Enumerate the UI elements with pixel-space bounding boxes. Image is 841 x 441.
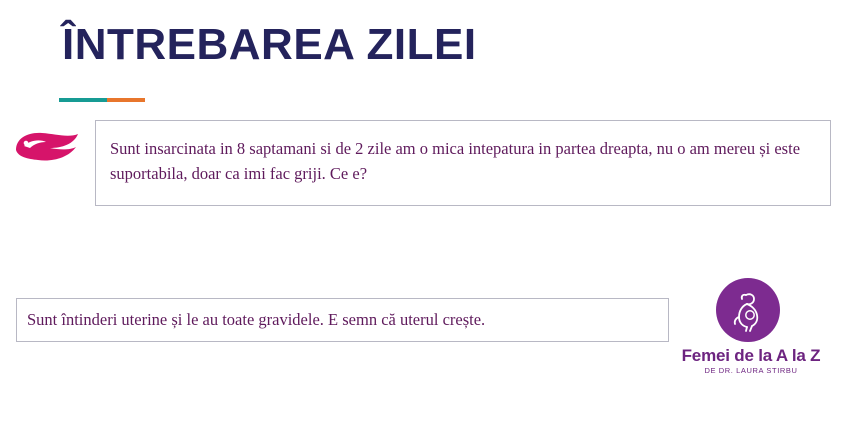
question-textbox [95, 120, 831, 206]
page-title: ÎNTREBAREA ZILEI [62, 20, 477, 69]
brand-subtitle: DE DR. LAURA STIRBU [704, 366, 798, 375]
answer-text: Sunt întinderi uterine și le au toate gravidele. E semn că uterul crește. [27, 310, 486, 329]
brand-name: Femei de la A la Z [681, 346, 821, 365]
question-text: Sunt insarcinata in 8 saptamani si de 2 zile am o mica intepatura in partea dreapta, nu o am mereu și este suportabila, doar ca imi fac griji. Ce e? [110, 139, 801, 183]
answer-textbox [16, 298, 669, 342]
pink-swoosh-icon [12, 130, 82, 172]
woman-pregnant-logo-icon [716, 278, 780, 342]
accent-rule-teal [59, 98, 107, 102]
brand-logo [663, 278, 839, 388]
accent-rule-orange [107, 98, 145, 102]
